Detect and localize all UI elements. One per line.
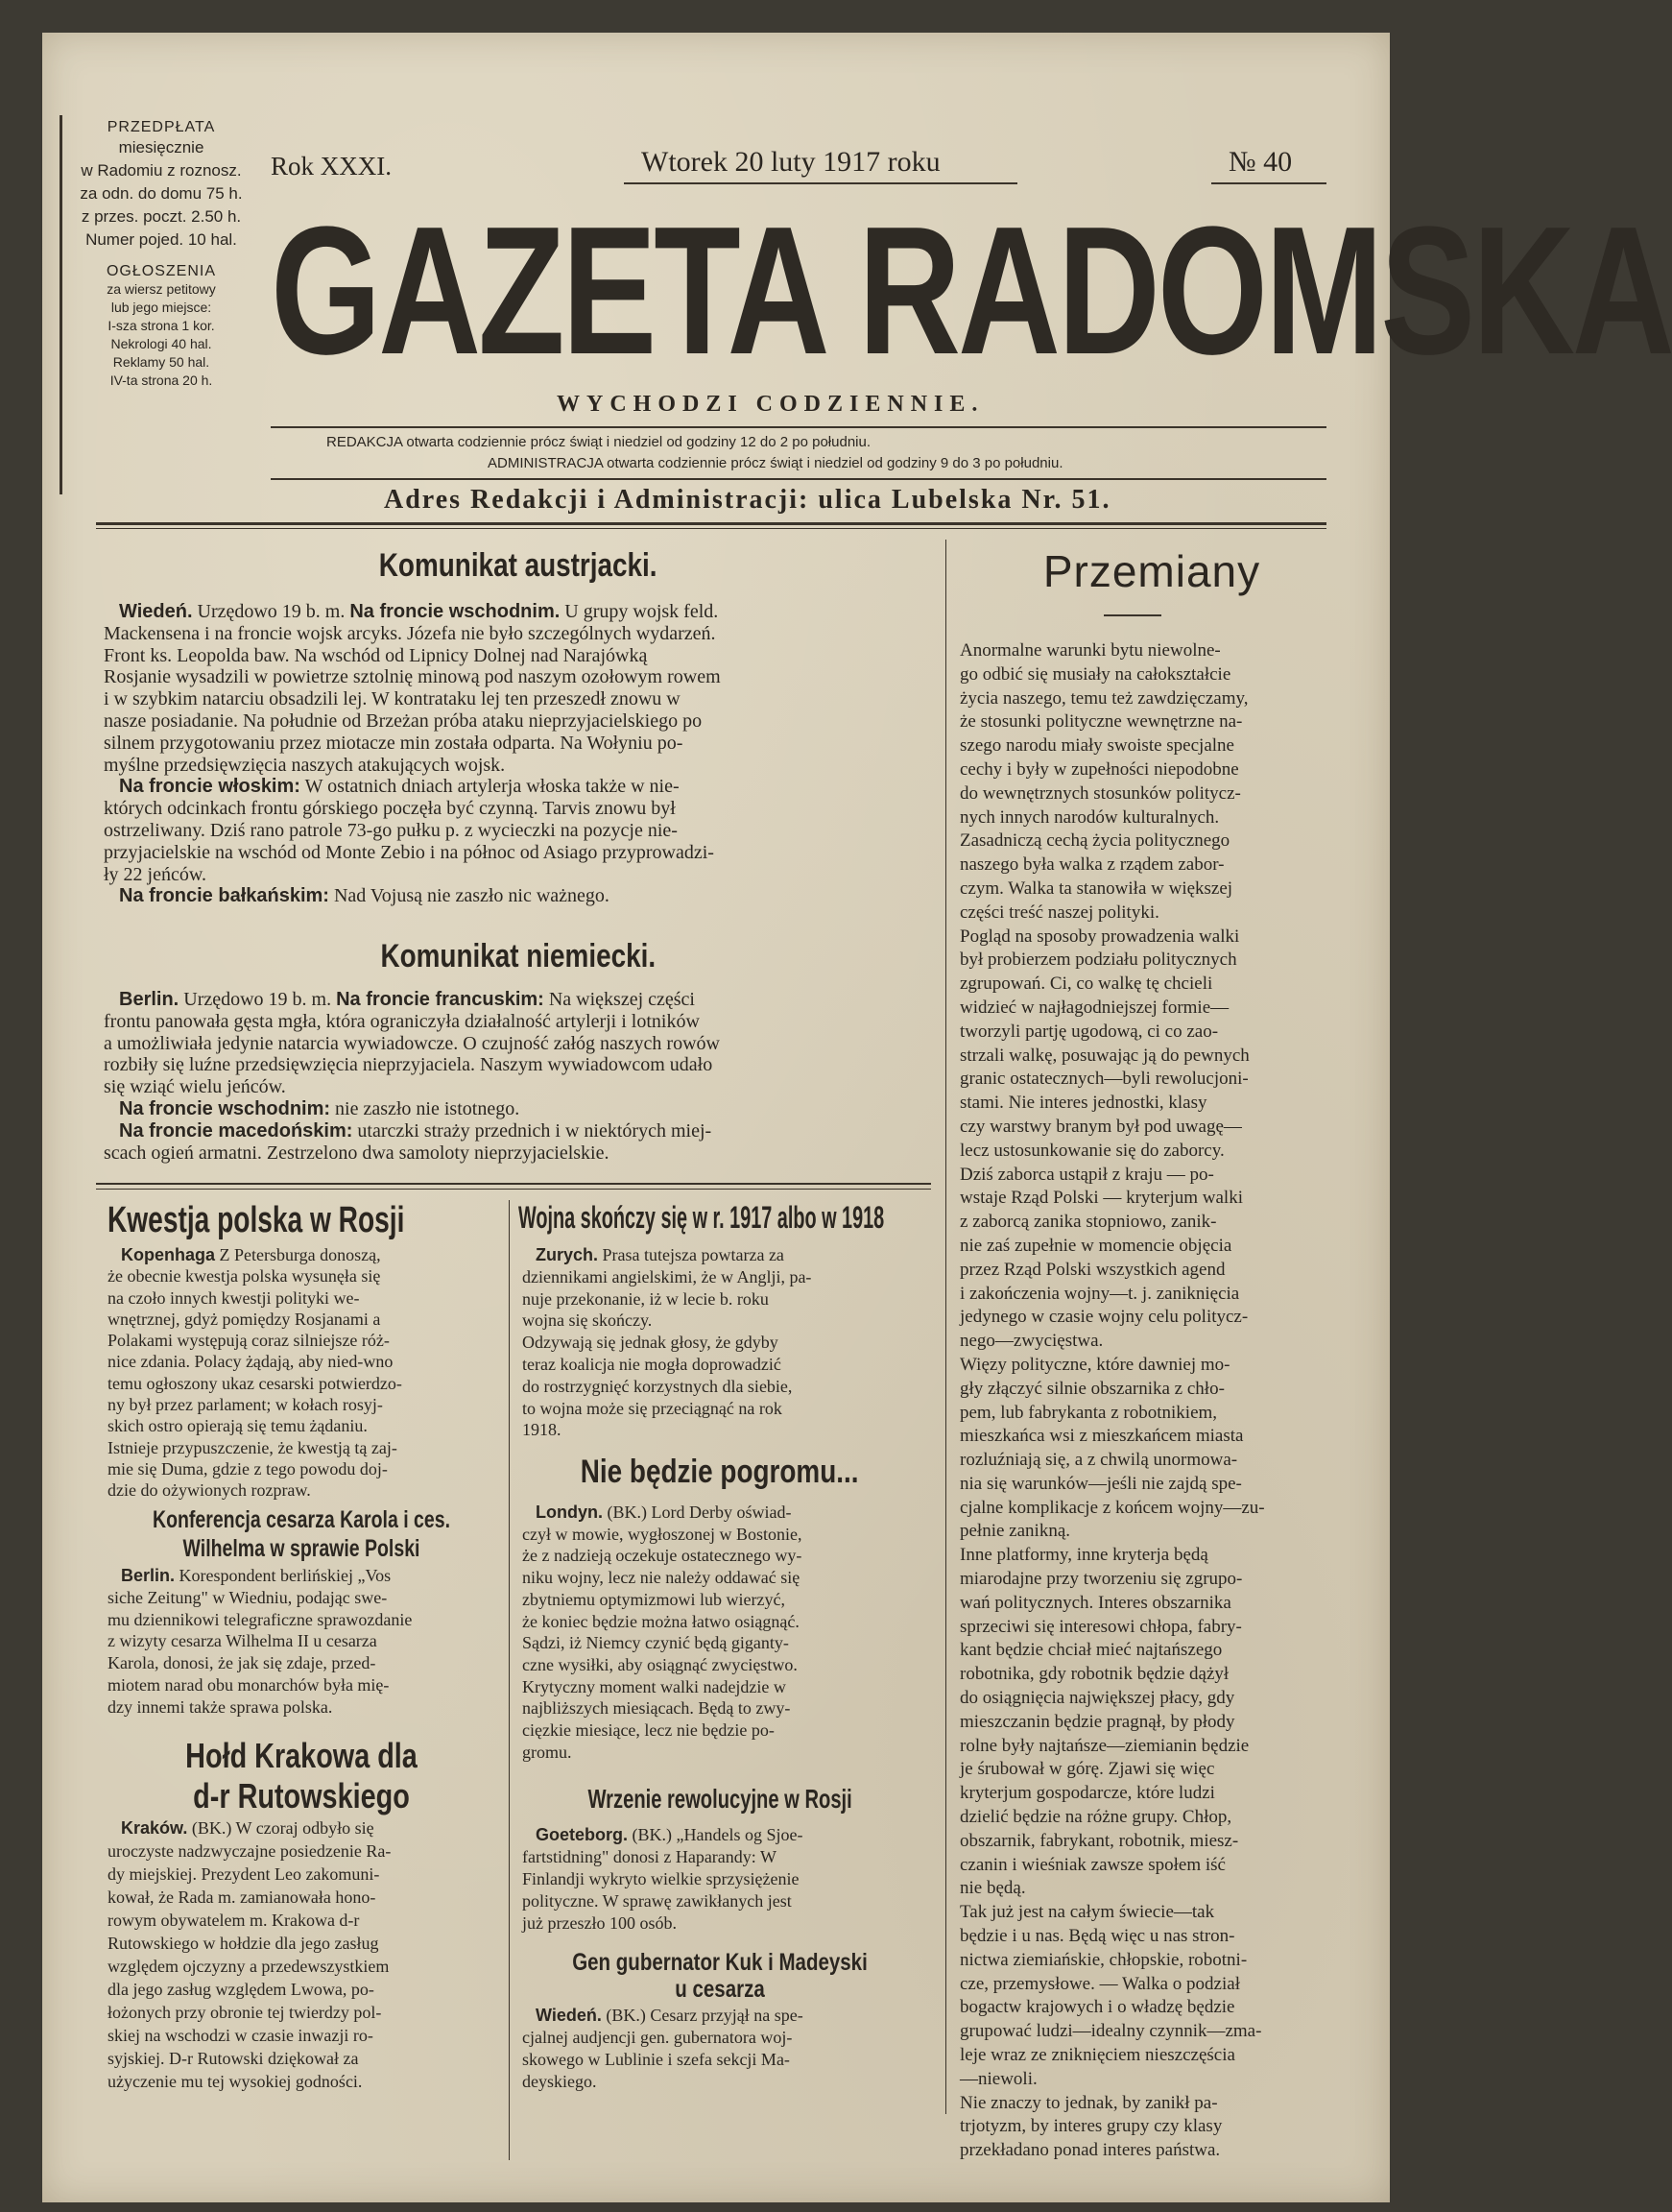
communique-line: [104, 1076, 912, 1098]
ad-price-line: Reklamy 50 hal.: [112, 354, 210, 370]
austrian-communique-heading-wrap: [96, 547, 941, 585]
article-line: cze, przemysłowe. — Walka o podział: [960, 1973, 1240, 1994]
price-line: miesięcznie: [118, 138, 204, 156]
article-line: deyskiego.: [522, 2072, 597, 2091]
text-run: U grupy wojsk feld.: [560, 601, 719, 622]
article-line: gły złączyć silnie obszarnika z chło-: [960, 1378, 1225, 1399]
text-run: W ostatnich dniach artylerja włoska także w nie-: [299, 776, 680, 798]
communique-line: [104, 1098, 912, 1120]
issue-date: Wtorek 20 luty 1917 roku: [641, 146, 941, 178]
article-line: granic ostatecznych—byli rewolucjoni-: [960, 1069, 1249, 1090]
article-line: do osiągnięcia największej płacy, gdy: [960, 1688, 1235, 1709]
article-line: mu dziennikowi telegraficzne sprawozdanie: [107, 1609, 413, 1629]
article-line: Karola, donosi, że jak się zdaje, przed-: [107, 1653, 376, 1673]
article-line: uroczyste nadzwyczajne posiedzenie Ra-: [107, 1841, 392, 1861]
text-run: się wziąć wielu jeńców.: [104, 1076, 286, 1098]
communique-line: [104, 755, 912, 777]
section-label: Berlin.: [119, 989, 179, 1010]
article-line: skiej na wschodzi w czasie inwazji ro-: [107, 2026, 373, 2045]
article-line: skowego w Lublinie i szefa sekcji Ma-: [522, 2050, 790, 2069]
article-line: grupować ludzi—idealny czynnik—zma-: [960, 2021, 1262, 2042]
article-line: syjskiej. D-r Rutowski dziękował za: [107, 2049, 359, 2068]
article-line: dy miejskiej. Prezydent Leo zakomuni-: [107, 1864, 380, 1884]
article-line: czne wysiłki, aby osiągnąć zwycięstwo.: [522, 1654, 798, 1674]
article-line: życia naszego, temu też zawdzięczamy,: [960, 687, 1249, 709]
communique-line: [104, 1142, 912, 1165]
german-communique-heading-wrap: [96, 938, 941, 975]
price-box-heading: PRZEDPŁATA: [107, 119, 216, 135]
article-line: nia się warunków—jeśli nie zajdą spe-: [960, 1473, 1242, 1494]
text-run: Nad Vojusą nie zaszło nic ważnego.: [328, 885, 609, 907]
article-line: Odzywają się jednak głosy, że gdyby: [522, 1333, 778, 1353]
subscription-price-box: [60, 115, 260, 494]
article-line: na czoło innych kwestji polityki we-: [107, 1287, 360, 1308]
text-run: rozbiły się luźne przedsięwzięcia nieprzyjaciela. Naszym wywiadowcom udało: [104, 1054, 713, 1076]
article-line: już przeszło 100 osób.: [522, 1913, 677, 1933]
article-line: Zurych. Prasa tutejsza powtarza za: [536, 1245, 784, 1264]
article-line: i zakończenia wojny—t. j. zaniknięcia: [960, 1283, 1240, 1304]
communique-line: [104, 601, 912, 623]
konferencja-heading-2: Wilhelma w sprawie Polski: [182, 1535, 420, 1562]
communique-line: [104, 798, 912, 820]
article-line: —niewoli.: [960, 2068, 1038, 2089]
article-line: kant będzie chciał mieć najtańszego: [960, 1640, 1223, 1661]
article-line: wojna się skończy.: [522, 1310, 653, 1331]
article-line: Inne platformy, inne kryterja będą: [960, 1545, 1208, 1566]
article-line: nych innych narodów kulturalnych.: [960, 806, 1220, 828]
article-line: nice zdania. Polacy żądają, aby nied-wno: [107, 1352, 394, 1372]
konferencja-heading-wrap: [107, 1505, 495, 1563]
article-line: polityczne. W sprawę zawikłanych jest: [522, 1891, 792, 1911]
article-line: naszego była walka z rządem zabor-: [960, 854, 1225, 876]
article-line: Istnieje przypuszczenie, że kwestją tą zaj-: [107, 1437, 397, 1457]
article-line: stami. Nie interes jednostki, klasy: [960, 1093, 1207, 1114]
article-line: przez Rząd Polski wszystkich agend: [960, 1259, 1226, 1280]
article-line: wań politycznych. Interes obszarnika: [960, 1592, 1231, 1613]
communique-line: [104, 688, 912, 710]
article-line: do wewnętrznych stosunków politycz-: [960, 782, 1241, 804]
article-line: cjalnej audjencji gen. gubernatora woj-: [522, 2028, 793, 2047]
ad-price-line: lub jego miejsce:: [110, 300, 212, 315]
pogrom-article-body: [522, 1502, 916, 1763]
article-line: cjalne komplikacje z końcem wojny—zu-: [960, 1497, 1265, 1518]
text-run: Mackensena i na froncie wojsk arcyks. Józefa nie było szczególnych wydarzeń.: [104, 622, 716, 644]
section-label: Na froncie wschodnim.: [349, 601, 561, 622]
wojna-heading-wrap: [518, 1200, 1109, 1236]
section-label: Na froncie wschodnim:: [119, 1097, 331, 1119]
article-line: Goeteborg. (BK.) „Handels og Sjoe-: [536, 1825, 803, 1844]
text-run: myślne przedsięwzięcia naszych atakujących wojsk.: [104, 754, 506, 776]
article-line: gromu.: [522, 1742, 572, 1762]
pogrom-heading-wrap: [518, 1454, 921, 1491]
article-line: lecz ustosunkowanie się do zaborcy.: [960, 1140, 1225, 1161]
kwestja-article-body: [107, 1244, 495, 1502]
article-line: użyczenie mu tej wysokiej godności.: [107, 2072, 363, 2091]
article-line: mie się Duma, gdzie z tego powodu doj-: [107, 1458, 388, 1479]
article-line: temu ogłoszony ukaz cesarski potwierdzo-: [107, 1373, 402, 1393]
article-line: trjotyzm, by interes grupy czy klasy: [960, 2116, 1223, 2137]
article-line: widzieć w najłagodniejszej formie—: [960, 997, 1230, 1018]
text-run: ły 22 jeńców.: [104, 863, 207, 885]
ads-heading: OGŁOSZENIA: [106, 263, 217, 279]
article-line: czy warstwy branym był pod uwagę—: [960, 1116, 1242, 1137]
price-line: w Radomiu z roznosz.: [81, 161, 242, 180]
pogrom-heading: Nie będzie pogromu...: [581, 1454, 859, 1490]
article-line: Dziś zaborca ustąpił z kraju — po-: [960, 1164, 1214, 1185]
article-line: względem ojczyzny a przedewszystkiem: [107, 1957, 390, 1976]
austrian-communique-heading: Komunikat austrjacki.: [379, 547, 657, 584]
text-run: nasze posiadanie. Na południe od Brzeżan próba ataku nieprzyjacielskiego po: [104, 709, 703, 732]
article-line: rozluźniają się, a z chwilą unormowa-: [960, 1450, 1238, 1471]
article-line: bogactw krajowych i o władzę będzie: [960, 1997, 1235, 2018]
communique-line: [104, 666, 912, 688]
article-line: mieszczanin będzie pragnął, by płody: [960, 1711, 1235, 1732]
article-line: wstaje Rząd Polski — kryterjum walki: [960, 1188, 1243, 1209]
article-line: Finlandji wykryto wielkie sprzysiężenie: [522, 1869, 800, 1888]
article-line: to wojna może się przeciągnąć na rok: [522, 1398, 782, 1418]
article-line: Sądzi, iż Niemcy czynić będą giganty-: [522, 1633, 789, 1653]
article-line: Wiedeń. (BK.) Cesarz przyjął na spe-: [536, 2006, 803, 2025]
article-line: nie będą.: [960, 1878, 1026, 1899]
article-line: kował, że Rada m. zamianowała hono-: [107, 1887, 376, 1907]
text-run: i w szybkim natarciu obsadzili lej. W kontrataku lej ten przeszedł znowu w: [104, 688, 681, 710]
text-run: przyjacielskie na wschód od Monte Zebio i na północ od Asiago przyprowadzi-: [104, 841, 714, 863]
section-label: Na froncie włoskim:: [119, 776, 300, 798]
article-line: obszarnik, fabrykant, robotnik, miesz-: [960, 1830, 1239, 1851]
communique-line: [104, 645, 912, 667]
text-run: Urzędowo 19 b. m.: [179, 989, 337, 1010]
article-line: czanin i wieśniak zawsze społem iść: [960, 1854, 1226, 1875]
wrzenie-heading-wrap: [518, 1784, 921, 1815]
communique-line: [104, 733, 912, 755]
article-line: nego—zwycięstwa.: [960, 1331, 1104, 1352]
article-line: Zasadniczą cechą życia politycznego: [960, 830, 1230, 852]
text-run: Urzędowo 19 b. m.: [192, 601, 350, 622]
article-line: 1918.: [522, 1420, 561, 1440]
article-line: dzielić będzie na różne grupy. Chłop,: [960, 1807, 1232, 1828]
article-line: Kraków. (BK.) W czoraj odbyło się: [121, 1818, 374, 1838]
article-line: Rutowskiego w hołdzie dla jego zasług: [107, 1934, 379, 1953]
text-run: Front ks. Leopolda baw. Na wschód od Lipnicy Dolnej nad Narajówką: [104, 644, 648, 666]
section-label: Na froncie bałkańskim:: [119, 885, 329, 907]
hold-heading-1: Hołd Krakowa dla: [185, 1736, 418, 1775]
section-label: Wiedeń.: [119, 601, 193, 622]
article-line: Londyn. (BK.) Lord Derby oświad-: [536, 1503, 792, 1522]
text-run: Rosjanie wysadzili w powietrze sztolnię minową pod naszym ozołowym rowem: [104, 666, 721, 688]
communique-line: [104, 864, 912, 886]
article-line: siche Zeitung" w Wiedniu, podając swe-: [107, 1587, 388, 1607]
article-line: Tak już jest na całym świecie—tak: [960, 1902, 1215, 1923]
article-line: rolne były najtańsze—ziemianin będzie: [960, 1735, 1250, 1756]
article-line: części treść naszej polityki.: [960, 902, 1159, 923]
article-line: nie zaś zupełnie w momencie objęcia: [960, 1235, 1232, 1256]
kwestja-heading-wrap: [107, 1200, 509, 1241]
ad-price-line: IV-ta strona 20 h.: [109, 373, 213, 388]
article-line: Krytyczny moment walki nadejdzie w: [522, 1676, 786, 1696]
article-line: cechy i były w zupełności niepodobne: [960, 758, 1239, 780]
article-line: miarodajne przy tworzeniu się zgrupo-: [960, 1569, 1243, 1590]
article-line: go odbić się musiały na całokształcie: [960, 663, 1231, 685]
article-line: Nie znaczy to jednak, by zanikł pa-: [960, 2092, 1218, 2113]
article-line: szego narodu miały swoiste specjalne: [960, 735, 1234, 757]
address-line: Adres Redakcji i Administracji: ulica Lubelska Nr. 51.: [384, 485, 1111, 515]
article-line: był probierzem podziału politycznych: [960, 950, 1237, 971]
text-run: frontu panowała gęsta mgła, która ograniczyła działalność artylerji i lotników: [104, 1010, 700, 1032]
price-line: z przes. poczt. 2.50 h.: [81, 207, 242, 226]
communique-line: [104, 989, 912, 1011]
article-line: nuje przekonanie, iż w lecie b. roku: [522, 1288, 769, 1309]
article-line: je śrubował w górę. Zjawi się więc: [960, 1759, 1215, 1780]
austrian-communique-body: [104, 601, 912, 907]
article-line: do rostrzygnięć korzystnych dla siebie,: [522, 1376, 793, 1396]
article-line: kryterjum gospodarcze, które ludzi: [960, 1783, 1215, 1804]
article-line: strzali walkę, posuwając ją do pewnych: [960, 1045, 1250, 1066]
kuk-heading-wrap: [518, 1949, 921, 2003]
article-line: Więzy polityczne, które dawniej mo-: [960, 1354, 1230, 1375]
article-line: fartstidning" donosi z Haparandy: W: [522, 1847, 776, 1866]
article-line: mieszkańca wsi z mieszkańcem miasta: [960, 1426, 1244, 1447]
article-line: teraz koalicja nie mogła doprowadzić: [522, 1354, 781, 1374]
ad-price-line: za wiersz petitowy: [107, 281, 216, 297]
article-line: że koniec będzie można łatwo osiągnąć.: [522, 1611, 800, 1631]
article-line: że obecnie kwestja polska wysunęła się: [107, 1266, 381, 1286]
article-line: pełnie zanikną.: [960, 1521, 1071, 1542]
article-line: łożonych przy obronie tej twierdzy pol-: [107, 2003, 382, 2022]
przemiany-heading: Przemiany: [1042, 546, 1261, 596]
text-run: ostrzeliwany. Dziś rano patrole 73-go pułku p. z wycieczki na pozycje nie-: [104, 819, 678, 841]
article-line: z zaborcą zanika stopniowo, zanik-: [960, 1212, 1217, 1233]
article-line: Kopenhaga Z Petersburga donoszą,: [121, 1245, 381, 1264]
article-line: dla jego zasług względem Lwowa, po-: [107, 1980, 374, 1999]
article-line: że stosunki polityczne wewnętrzne na-: [960, 711, 1243, 733]
hold-heading-2: d-r Rutowskiego: [193, 1776, 410, 1815]
hold-article-body: [107, 1816, 495, 2093]
article-line: ny był przez parlament; w kołach rosyj-: [107, 1395, 383, 1415]
kuk-article-body: [522, 2005, 916, 2093]
article-line: dzy innemi także sprawa polska.: [107, 1696, 333, 1717]
communique-line: [104, 885, 912, 907]
kuk-heading-1: Gen gubernator Kuk i Madeyski: [572, 1949, 868, 1976]
section-label: Na froncie macedońskim:: [119, 1119, 353, 1142]
article-line: nictwa ziemiańskie, chłopskie, robotni-: [960, 1949, 1248, 1970]
article-line: Polakami występują coraz silniejsze róż-: [107, 1331, 390, 1351]
article-line: sprzeciwi się interesowi chłopa, fabry-: [960, 1616, 1242, 1637]
article-line: najbliższych miesiącach. Będą to zwy-: [522, 1698, 791, 1719]
wrzenie-article-body: [522, 1824, 916, 1935]
article-line: robotnika, gdy robotnik będzie dążył: [960, 1664, 1230, 1685]
article-line: Pogląd na sposoby prowadzenia walki: [960, 926, 1240, 947]
konferencja-heading-1: Konferencja cesarza Karola i ces.: [152, 1506, 451, 1533]
article-line: pem, lub fabrykanta z robotnikiem,: [960, 1402, 1218, 1423]
communique-line: [104, 842, 912, 864]
article-line: miotem narad obu monarchów była mię-: [107, 1674, 390, 1695]
kuk-heading-2: u cesarza: [675, 1976, 765, 2003]
article-line: Berlin. Korespondent berlińskiej „Vos: [121, 1566, 392, 1585]
text-run: utarczki straży przednich i w niektórych miej-: [352, 1119, 712, 1142]
administracja-hours: ADMINISTRACJA otwarta codziennie prócz świąt i niedziel od godziny 9 do 3 po południu.: [488, 455, 1063, 471]
text-run: których odcinkach frontu górskiego poczęła być czynną. Tarvis znowu był: [104, 798, 676, 820]
article-line: niku wojny, lecz nie należy oddawać się: [522, 1568, 800, 1588]
article-line: Anormalne warunki bytu niewolne-: [960, 640, 1221, 661]
article-line: dzie do ożywionych rozpraw.: [107, 1480, 311, 1501]
communique-line: [104, 623, 912, 645]
konferencja-article-body: [107, 1565, 495, 1719]
article-line: dziennikami angielskimi, że w Anglji, pa-: [522, 1266, 812, 1286]
text-run: silnem przygotowaniu przez miotacze min została odparta. Na Wołyniu po-: [104, 732, 683, 754]
hold-heading-wrap: [107, 1736, 495, 1816]
article-line: będzie i u nas. Będą więc u nas stron-: [960, 1926, 1235, 1947]
ad-price-line: I-sza strona 1 kor.: [107, 318, 215, 333]
wojna-article-body: [522, 1244, 916, 1441]
issue-number: № 40: [1229, 146, 1293, 178]
communique-line: [104, 776, 912, 798]
text-run: Na większej części: [543, 989, 695, 1010]
text-run: nie zaszło nie istotnego.: [330, 1097, 520, 1119]
communique-line: [104, 710, 912, 733]
article-line: zbytniemu optymizmowi lub wierzyć,: [522, 1589, 785, 1609]
article-line: przekładano ponad interes państwa.: [960, 2140, 1221, 2161]
article-line: leje wraz ze zniknięciem nieszczęścia: [960, 2045, 1235, 2066]
redakcja-hours: REDAKCJA otwarta codziennie prócz świąt i niedziel od godziny 12 do 2 po południu.: [326, 434, 871, 450]
wojna-heading: Wojna skończy się w r. 1917 albo w 1918: [518, 1200, 885, 1235]
newspaper-title: GAZETA RADOMSKA: [271, 189, 1672, 393]
text-run: scach ogień armatni. Zestrzelono dwa samoloty nieprzyjacielskie.: [104, 1142, 609, 1164]
newspaper-subtitle: WYCHODZI CODZIENNIE.: [557, 392, 985, 417]
przemiany-article-body: [960, 639, 1332, 2163]
german-communique-body: [104, 989, 912, 1164]
article-line: cięzkie miesiące, lecz nie będzie po-: [522, 1720, 775, 1741]
communique-line: [104, 820, 912, 842]
article-line: z wizyty cesarza Wilhelma II u cesarza: [107, 1631, 377, 1651]
kwestja-heading: Kwestja polska w Rosji: [107, 1200, 405, 1240]
wrzenie-heading: Wrzenie rewolucyjne w Rosji: [587, 1784, 852, 1814]
text-run: a umożliwiała jedynie natarcia wywiadowcze. O czujność załóg naszych rowów: [104, 1032, 720, 1054]
communique-line: [104, 1120, 912, 1142]
price-line: za odn. do domu 75 h.: [80, 184, 243, 203]
article-line: zgrupowań. Ci, co walkę tę chcieli: [960, 974, 1213, 995]
ad-price-line: Nekrologi 40 hal.: [110, 336, 212, 351]
section-label: Na froncie francuskim:: [336, 989, 544, 1010]
communique-line: [104, 1011, 912, 1033]
article-line: czym. Walka ta stanowiła w większej: [960, 878, 1233, 899]
article-line: tworzyli partję ugodową, ci co zao-: [960, 1021, 1219, 1042]
volume-label: Rok XXXI.: [271, 152, 392, 180]
article-line: jedynego w czasie wojny celu politycz-: [960, 1307, 1249, 1328]
communique-line: [104, 1033, 912, 1055]
price-line: Numer pojed. 10 hal.: [85, 230, 237, 249]
article-line: wnętrznej, gdyż pomiędzy Rosjanami a: [107, 1309, 381, 1329]
communique-line: [104, 1054, 912, 1076]
article-line: czył w mowie, wygłoszonej w Bostonie,: [522, 1524, 802, 1544]
german-communique-heading: Komunikat niemiecki.: [380, 938, 657, 974]
article-line: że z nadzieją oczekuje ostatecznego wy-: [522, 1546, 802, 1566]
article-line: rowym obywatelem m. Krakowa d-r: [107, 1911, 360, 1930]
article-line: skich ostro opierają się temu żądaniu.: [107, 1416, 368, 1436]
